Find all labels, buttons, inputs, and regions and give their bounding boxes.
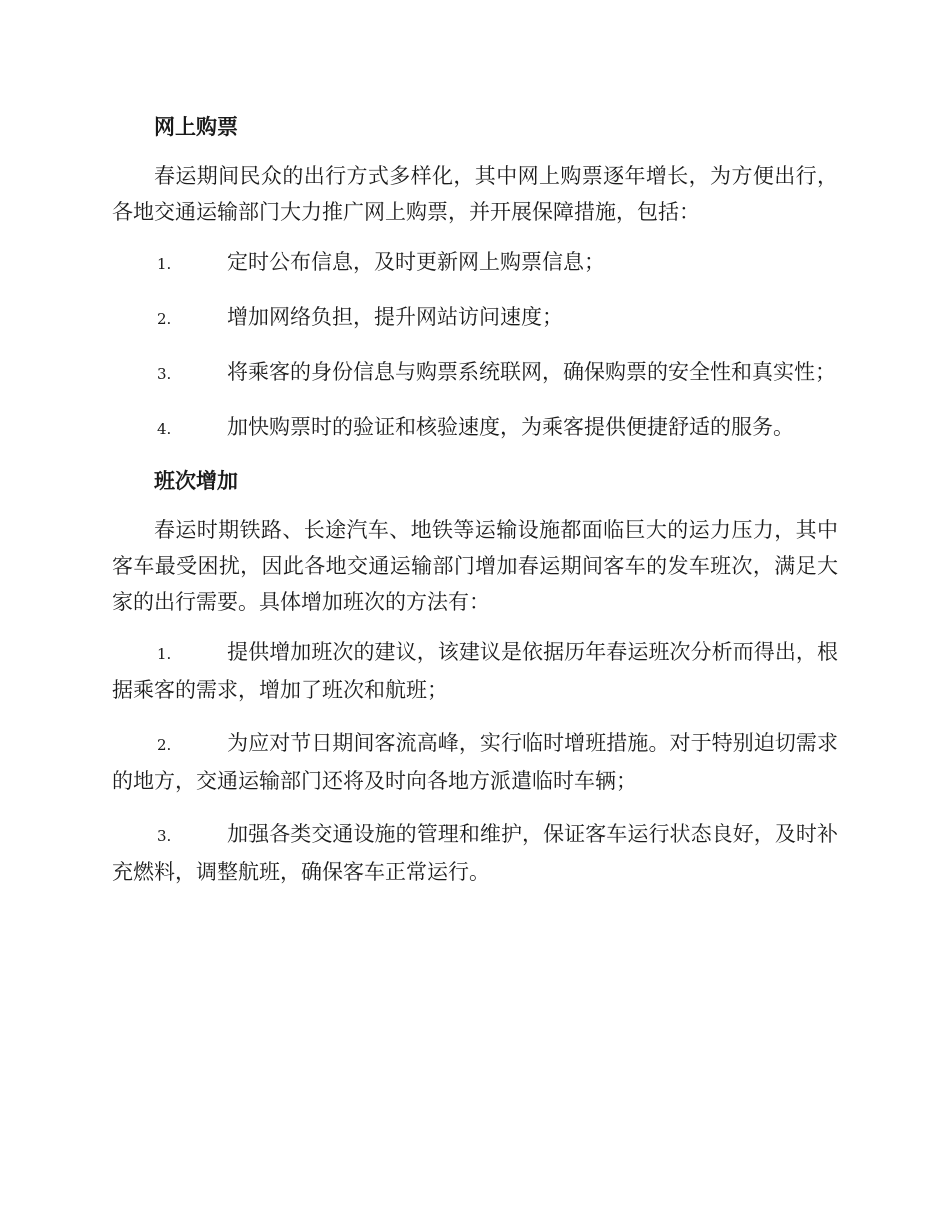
list-number: 1. bbox=[157, 645, 172, 663]
list-item bbox=[112, 354, 838, 392]
section-heading: 班次增加 bbox=[154, 469, 238, 493]
list-item bbox=[112, 244, 838, 282]
list-item bbox=[112, 409, 838, 447]
list-text: 增加网络负担，提升网站访问速度； bbox=[227, 305, 563, 329]
list-item bbox=[112, 634, 838, 708]
list-number: 2. bbox=[157, 310, 172, 328]
list-text: 加快购票时的验证和核验速度，为乘客提供便捷舒适的服务。 bbox=[227, 415, 794, 439]
list-number: 1. bbox=[157, 255, 172, 273]
list-item bbox=[112, 299, 838, 337]
list-text: 定时公布信息，及时更新网上购票信息； bbox=[227, 250, 605, 274]
list-item bbox=[112, 816, 838, 890]
section-intro: 春运时期铁路、长途汽车、地铁等运输设施都面临巨大的运力压力，其中客车最受困扰，因此各地交通运输部门增加春运期间客车的发车班次，满足大家的出行需要。具体增加班次的方法有： bbox=[112, 518, 838, 614]
list-number: 3. bbox=[157, 827, 172, 845]
list-text: 提供增加班次的建议，该建议是依据历年春运班次分析而得出，根据乘客的需求，增加了班次和航班； bbox=[112, 640, 838, 702]
document-body bbox=[112, 110, 838, 907]
list-number: 2. bbox=[157, 736, 172, 754]
list-item bbox=[112, 725, 838, 799]
list-text: 将乘客的身份信息与购票系统联网，确保购票的安全性和真实性； bbox=[227, 360, 836, 384]
list-number: 4. bbox=[157, 420, 172, 438]
list-number: 3. bbox=[157, 365, 172, 383]
list-text: 为应对节日期间客流高峰，实行临时增班措施。对于特别迫切需求的地方，交通运输部门还将及时向各地方派遣临时车辆； bbox=[112, 731, 838, 793]
section-intro: 春运期间民众的出行方式多样化，其中网上购票逐年增长，为方便出行，各地交通运输部门大力推广网上购票，并开展保障措施，包括： bbox=[112, 164, 838, 224]
section-heading: 网上购票 bbox=[154, 115, 238, 139]
list-text: 加强各类交通设施的管理和维护，保证客车运行状态良好，及时补充燃料，调整航班，确保客车正常运行。 bbox=[112, 822, 838, 884]
